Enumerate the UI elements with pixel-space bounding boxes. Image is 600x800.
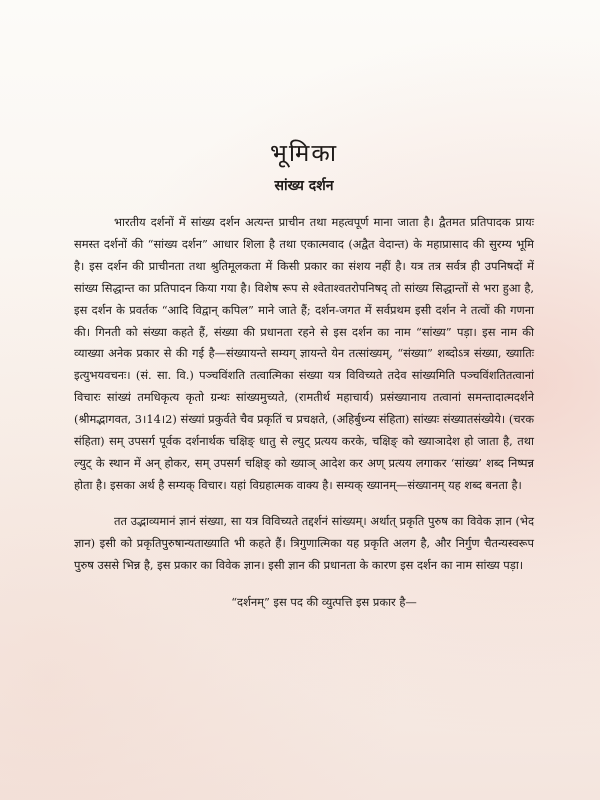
section-heading: सांख्य दर्शन — [274, 178, 334, 194]
chapter-title: भूमिका — [269, 139, 339, 167]
closing-line: “दर्शनम्” इस पद की व्युत्पत्ति इस प्रकार है— — [231, 594, 417, 609]
paragraph-1: भारतीय दर्शनों में सांख्य दर्शन अत्यन्त प्राचीन तथा महत्वपूर्ण माना जाता है। द्वैतमत प्रतिपादक प्रायः समस्त दर्शनों की “सांख्य दर्शन” आधार शिला है तथा एकात्मवाद (अद्वैत वेदान्त) के महाप्रासाद की सुरम्य भूमि है। इस दर्शन की प्राचीनता तथा श्रुतिमूलकता में किसी प्रकार का संशय नहीं है। यत्र तत्र सर्वत्र ही उपनिषदों में सांख्य सिद्धान्त का प्रतिपादन किया गया है। विशेष रूप से श्वेताश्वतरोपनिषद् तो सांख्य सिद्धान्तों से भरा हुआ है, इस दर्शन के प्रवर्तक “आदि विद्वान् कपिल” माने जाते हैं; दर्शन-जगत में सर्वप्रथम इसी दर्शन ने तत्वों की गणना की। गिनती को संख्या कहते हैं, संख्या की प्रधानता रहने से इस दर्शन का नाम “सांख्य” पड़ा। इस नाम की व्याख्या अनेक प्रकार से की गई है—संख्यायन्ते सम्यग् ज्ञायन्ते येन तत्सांख्यम्, “संख्या” शब्दोऽत्र संख्या, ख्यातिः इत्युभयवचनः। (सं. सा. वि.) पञ्चविंशति तत्वात्मिका संख्या यत्र विविच्यते तदेव सांख्यमिति पञ्चविंशतितत्वानां विचारः सांख्यं तमधिकृत्य कृतो ग्रन्थः सांख्यमुच्यते, (रामतीर्थ महाचार्य) प्रसंख्यानाय तत्वानां समन्तादात्मदर्शने (श्रीमद्भागवत, 3।14।2) संख्यां प्रकुर्वते चैव प्रकृतिं च प्रचक्षते, (अहिर्बुध्न्य संहिता) सांख्यः संख्यातसंख्येये। (चरक संहिता) सम् उपसर्ग पूर्वक दर्शनार्थक चक्षिङ् धातु से ल्युट् प्रत्यय करके, चक्षिङ् को ख्याञादेश हो जाता है, तथा ल्युट् के स्थान में अन् होकर, सम् उपसर्ग चक्षिङ् को ख्याञ् आदेश कर अण् प्रत्यय लगाकर ‘सांख्य’ शब्द निष्पन्न होता है। इसका अर्थ है सम्यक् विचार। यहां विग्रहात्मक वाक्य है। सम्यक् ख्यानम्—संख्यानम् यह शब्द बनता है। — [74, 215, 534, 492]
paragraph-2: तत उद्भाव्यमानं ज्ञानं संख्या, सा यत्र विविच्यते तद्दर्शनं सांख्यम्। अर्थात् प्रकृति पुरुष का विवेक ज्ञान (भेद ज्ञान) इसी को प्रकृतिपुरुषान्यताख्याति भी कहते हैं। त्रिगुणात्मिका यह प्रकृति अलग है, और निर्गुण चैतन्यस्वरूप पुरुष उससे भिन्न है, इस प्रकार का विवेक ज्ञान। इसी ज्ञान की प्रधानता के कारण इस दर्शन का नाम सांख्य पड़ा। — [74, 513, 534, 572]
page-content — [74, 138, 534, 613]
